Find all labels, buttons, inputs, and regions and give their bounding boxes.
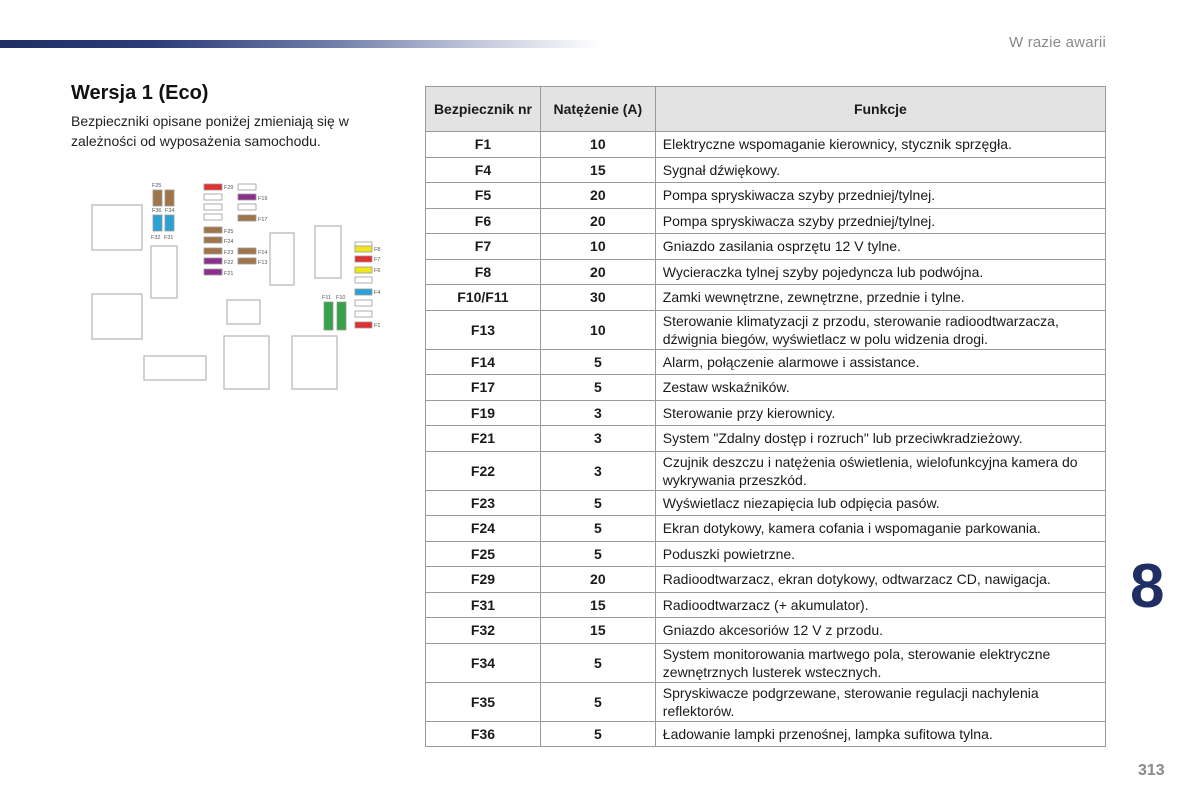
fuse-F14	[238, 248, 256, 254]
fuse-slot	[355, 300, 372, 306]
fuse-function: Ekran dotykowy, kamera cofania i wspomaganie parkowania.	[655, 516, 1105, 542]
table-row	[426, 643, 1106, 682]
fuse-F10	[337, 302, 346, 330]
fuse-amperage: 5	[540, 375, 655, 401]
table-row	[426, 208, 1106, 234]
fuse-amperage: 20	[540, 208, 655, 234]
fuse-slot	[204, 194, 222, 200]
relay-outline	[144, 356, 206, 380]
fuse-label: F17	[258, 217, 268, 223]
relay-outline	[92, 205, 142, 250]
fuse-F6	[355, 267, 372, 273]
fuse-number: F23	[426, 490, 541, 516]
relay-outline	[292, 336, 337, 389]
fuse-function: System monitorowania martwego pola, sterowanie elektryczne zewnętrznych lusterek wstecznych.	[655, 643, 1105, 682]
fuse-F29	[204, 184, 222, 190]
fuse-function: Czujnik deszczu i natężenia oświetlenia, wielofunkcyjna kamera do wykrywania przeszkód.	[655, 451, 1105, 490]
fuse-amperage: 5	[540, 541, 655, 567]
fuse-F23	[204, 248, 222, 254]
fuse-amperage: 10	[540, 132, 655, 158]
fuse-amperage: 3	[540, 451, 655, 490]
fuse-number: F29	[426, 567, 541, 593]
relay-outline	[151, 246, 177, 298]
fuse-amperage: 5	[540, 349, 655, 375]
table-row	[426, 157, 1106, 183]
page-number: 313	[1138, 762, 1165, 779]
fuse-amperage: 5	[540, 721, 655, 747]
fuse-number: F5	[426, 183, 541, 209]
fuse-function: Sterowanie klimatyzacji z przodu, sterowanie radioodtwarzacza, dźwignia biegów, wyświetlacz w polu widzenia drogi.	[655, 310, 1105, 349]
column-header-fuse: Bezpiecznik nr	[426, 87, 541, 132]
fuse-amperage: 5	[540, 490, 655, 516]
section-title: W razie awarii	[1009, 34, 1106, 51]
relay-outline	[224, 336, 269, 389]
fuse-function: Pompa spryskiwacza szyby przedniej/tylnej.	[655, 208, 1105, 234]
table-row	[426, 682, 1106, 721]
table-row	[426, 426, 1106, 452]
fuse-slot	[355, 311, 372, 317]
fuse-number: F32	[426, 618, 541, 644]
relay-outline	[315, 226, 341, 278]
fuse-label: F10	[336, 295, 346, 301]
fuse-amperage: 10	[540, 310, 655, 349]
fuse-number: F24	[426, 516, 541, 542]
fuse-F7	[355, 256, 372, 262]
fuse-number: F22	[426, 451, 541, 490]
fuse-function: Elektryczne wspomaganie kierownicy, stycznik sprzęgła.	[655, 132, 1105, 158]
table-row	[426, 132, 1106, 158]
table-row	[426, 567, 1106, 593]
table-row	[426, 451, 1106, 490]
fuse-number: F35	[426, 682, 541, 721]
table-row	[426, 349, 1106, 375]
fuse-label: F23	[224, 250, 234, 256]
fuse-amperage: 15	[540, 618, 655, 644]
fuse-label: F36	[152, 208, 162, 214]
fuse-function: Ładowanie lampki przenośnej, lampka sufitowa tylna.	[655, 721, 1105, 747]
table-row	[426, 400, 1106, 426]
fuse-amperage: 15	[540, 157, 655, 183]
fuse-slot	[204, 214, 222, 220]
fuse-amperage: 3	[540, 426, 655, 452]
relay-outline	[92, 294, 142, 339]
fuse-label: F32	[151, 235, 161, 241]
fuse-F36	[153, 215, 162, 231]
table-row	[426, 592, 1106, 618]
table-row	[426, 183, 1106, 209]
fuse-number: F19	[426, 400, 541, 426]
fuse-number: F21	[426, 426, 541, 452]
fuse-number: F34	[426, 643, 541, 682]
fuse-amperage: 5	[540, 682, 655, 721]
fuse-table	[425, 86, 1106, 747]
fuse-F19	[238, 194, 256, 200]
fuse-box-diagram	[86, 176, 396, 396]
fuse-amperage: 10	[540, 234, 655, 260]
fuse-amperage: 20	[540, 567, 655, 593]
fuse-amperage: 30	[540, 285, 655, 311]
fuse-function: Spryskiwacze podgrzewane, sterowanie regulacji nachylenia reflektorów.	[655, 682, 1105, 721]
fuse-amperage: 3	[540, 400, 655, 426]
fuse-number: F14	[426, 349, 541, 375]
fuse-function: Gniazdo akcesoriów 12 V z przodu.	[655, 618, 1105, 644]
fuse-label: F19	[258, 196, 268, 202]
fuse-label: F25	[152, 183, 162, 189]
table-header-row	[426, 87, 1106, 132]
fuse-slot	[238, 204, 256, 210]
column-header-amperage: Natężenie (A)	[540, 87, 655, 132]
fuse-label: F11	[322, 295, 332, 301]
fuse-label: F22	[224, 260, 234, 266]
page-title: Wersja 1 (Eco)	[71, 82, 209, 104]
fuse-label: F25	[224, 229, 234, 235]
fuse-F1	[355, 322, 372, 328]
fuse-number: F36	[426, 721, 541, 747]
fuse-label: F8	[374, 247, 381, 253]
fuse-function: Sterowanie przy kierownicy.	[655, 400, 1105, 426]
fuse-label: F7	[374, 257, 381, 263]
fuse-number: F1	[426, 132, 541, 158]
fuse-number: F7	[426, 234, 541, 260]
fuse-amperage: 20	[540, 183, 655, 209]
header-accent-bar	[0, 40, 600, 48]
fuse-F11	[324, 302, 333, 330]
fuse-label: F34	[165, 208, 175, 214]
fuse-amperage: 20	[540, 259, 655, 285]
fuse-label: F6	[374, 268, 381, 274]
fuse-function: Gniazdo zasilania osprzętu 12 V tylne.	[655, 234, 1105, 260]
relay-outline	[227, 300, 260, 324]
fuse-slot	[204, 204, 222, 210]
table-row	[426, 541, 1106, 567]
fuse-function: System "Zdalny dostęp i rozruch" lub przeciwkradzieżowy.	[655, 426, 1105, 452]
fuse-function: Radioodtwarzacz (+ akumulator).	[655, 592, 1105, 618]
fuse-number: F17	[426, 375, 541, 401]
fuse-slot	[238, 184, 256, 190]
table-row	[426, 234, 1106, 260]
fuse-amperage: 15	[540, 592, 655, 618]
fuse-label: F29	[224, 185, 234, 191]
fuse-F21	[204, 269, 222, 275]
fuse-label: F14	[258, 250, 268, 256]
table-row	[426, 490, 1106, 516]
fuse-label: F13	[258, 260, 268, 266]
fuse-label: F24	[224, 239, 234, 245]
fuse-F34	[165, 215, 174, 231]
fuse-F8	[355, 246, 372, 252]
fuse-F4	[355, 289, 372, 295]
fuse-F25	[204, 227, 222, 233]
fuse-slot	[355, 277, 372, 283]
fuse-F24	[204, 237, 222, 243]
fuse-function: Wycieraczka tylnej szyby pojedyncza lub podwójna.	[655, 259, 1105, 285]
fuse-label: F31	[164, 235, 174, 241]
fuse-F22	[204, 258, 222, 264]
fuse-F17	[238, 215, 256, 221]
intro-text: Bezpieczniki opisane poniżej zmieniają się w zależności od wyposażenia samochodu.	[71, 113, 349, 149]
table-row	[426, 285, 1106, 311]
fuse-label: F1	[374, 323, 381, 329]
fuse-function: Pompa spryskiwacza szyby przedniej/tylnej.	[655, 183, 1105, 209]
fuse-label: F4	[374, 290, 381, 296]
chapter-number: 8	[1130, 552, 1165, 621]
fuse-number: F31	[426, 592, 541, 618]
fuse-function: Zamki wewnętrzne, zewnętrzne, przednie i tylne.	[655, 285, 1105, 311]
fuse-label: F21	[224, 271, 234, 277]
fuse-number: F13	[426, 310, 541, 349]
fuse-number: F4	[426, 157, 541, 183]
table-row	[426, 375, 1106, 401]
relay-outline	[270, 233, 294, 285]
table-row	[426, 618, 1106, 644]
fuse-F35	[153, 190, 162, 206]
fuse-F25b	[165, 190, 174, 206]
fuse-number: F8	[426, 259, 541, 285]
fuse-function: Radioodtwarzacz, ekran dotykowy, odtwarzacz CD, nawigacja.	[655, 567, 1105, 593]
table-row	[426, 259, 1106, 285]
table-row	[426, 721, 1106, 747]
column-header-function: Funkcje	[655, 87, 1105, 132]
fuse-number: F25	[426, 541, 541, 567]
fuse-function: Sygnał dźwiękowy.	[655, 157, 1105, 183]
table-row	[426, 310, 1106, 349]
fuse-F13	[238, 258, 256, 264]
table-row	[426, 516, 1106, 542]
fuse-function: Wyświetlacz niezapięcia lub odpięcia pasów.	[655, 490, 1105, 516]
fuse-amperage: 5	[540, 516, 655, 542]
fuse-number: F10/F11	[426, 285, 541, 311]
fuse-function: Alarm, połączenie alarmowe i assistance.	[655, 349, 1105, 375]
fuse-number: F6	[426, 208, 541, 234]
fuse-function: Zestaw wskaźników.	[655, 375, 1105, 401]
fuse-function: Poduszki powietrzne.	[655, 541, 1105, 567]
fuse-amperage: 5	[540, 643, 655, 682]
